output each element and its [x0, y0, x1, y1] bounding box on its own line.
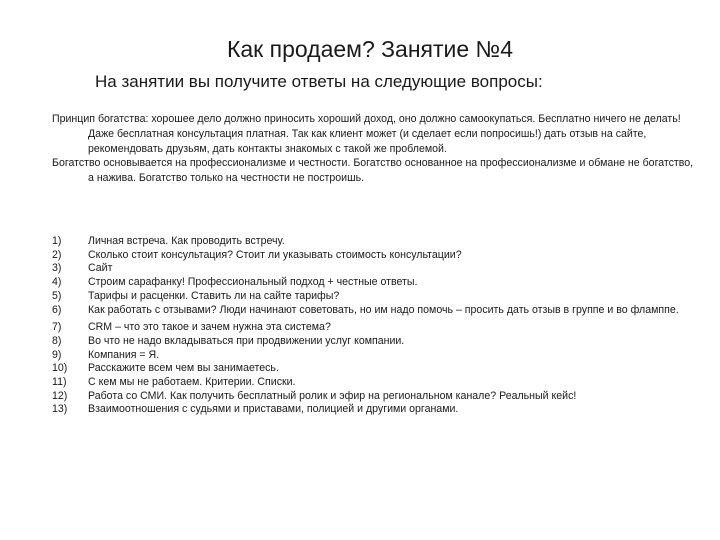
- list-item: [52, 335, 702, 349]
- list-item: [52, 235, 702, 249]
- list-item-number: 13): [52, 403, 68, 416]
- slide-subtitle: На занятии вы получите ответы на следующие вопросы:: [95, 72, 543, 91]
- list-item-number: 3): [52, 262, 62, 275]
- list-item: [52, 304, 702, 318]
- list-item-text: Расскажите всем чем вы занимаетесь.: [88, 362, 279, 375]
- list-item-text: Сайт: [88, 262, 113, 275]
- intro-paragraph: Богатство основывается на профессионализме и честности. Богатство основанное на профессионализме и обмане не богатство, а нажива. Богатство только на честности не построишь.: [52, 157, 694, 185]
- list-item: [52, 249, 702, 263]
- list-item-number: 2): [52, 248, 62, 261]
- list-item: [52, 349, 702, 363]
- list-item-text: С кем мы не работаем. Критерии. Списки.: [88, 376, 296, 389]
- list-item: [52, 362, 702, 376]
- list-item-number: 5): [52, 289, 62, 302]
- list-item-text: CRM – что это такое и зачем нужна эта система?: [88, 321, 331, 334]
- list-item: [52, 276, 702, 290]
- list-item: [52, 262, 702, 276]
- list-item-text: Взаимоотношения с судьями и приставами, полицией и другими органами.: [88, 403, 459, 416]
- list-item: [52, 403, 702, 417]
- list-item-number: 7): [52, 321, 62, 334]
- list-item-number: 6): [52, 303, 62, 316]
- list-item-number: 11): [52, 376, 67, 389]
- list-item-number: 1): [52, 235, 62, 247]
- list-item-text: Тарифы и расценки. Ставить ли на сайте тарифы?: [88, 289, 340, 302]
- list-item-text: Компания = Я.: [88, 348, 160, 361]
- list-item: [52, 321, 702, 335]
- list-item-number: 10): [52, 362, 68, 375]
- list-item-text: Сколько стоит консультация? Стоит ли указывать стоимость консультации?: [88, 248, 462, 261]
- list-item-text: Как работать с отзывами? Люди начинают советовать, но им надо помочь – просить дать отзыв в группе и во фламппе.: [88, 303, 679, 316]
- list-item: [52, 390, 702, 404]
- list-item-text: Личная встреча. Как проводить встречу.: [88, 235, 285, 247]
- intro-text: [52, 112, 698, 186]
- list-item: [52, 376, 702, 390]
- list-item-number: 8): [52, 334, 62, 347]
- list-item-text: Во что не надо вкладываться при продвижении услуг компании.: [88, 334, 405, 347]
- list-item-number: 9): [52, 348, 62, 361]
- slide-title: Как продаем? Занятие №4: [226, 36, 514, 62]
- questions-list: [52, 235, 702, 417]
- list-item-number: 12): [52, 389, 68, 402]
- list-item-number: 4): [52, 276, 62, 289]
- list-item-text: Работа со СМИ. Как получить бесплатный ролик и эфир на региональном канале? Реальный кейс!: [88, 389, 577, 402]
- list-item-text: Строим сарафанку! Профессиональный подход + честные ответы.: [88, 276, 418, 289]
- list-item: [52, 290, 702, 304]
- intro-paragraph: Принцип богатства: хорошее дело должно приносить хороший доход, оно должно самоокупаться. Бесплатно ничего не делать! Даже бесплатная консультация платная. Так как клиент может (и сделает если попросишь!) дать отзыв на сайте, рекомендовать друзьям, дать контакты знакомых с такой же проблемой.: [52, 113, 681, 155]
